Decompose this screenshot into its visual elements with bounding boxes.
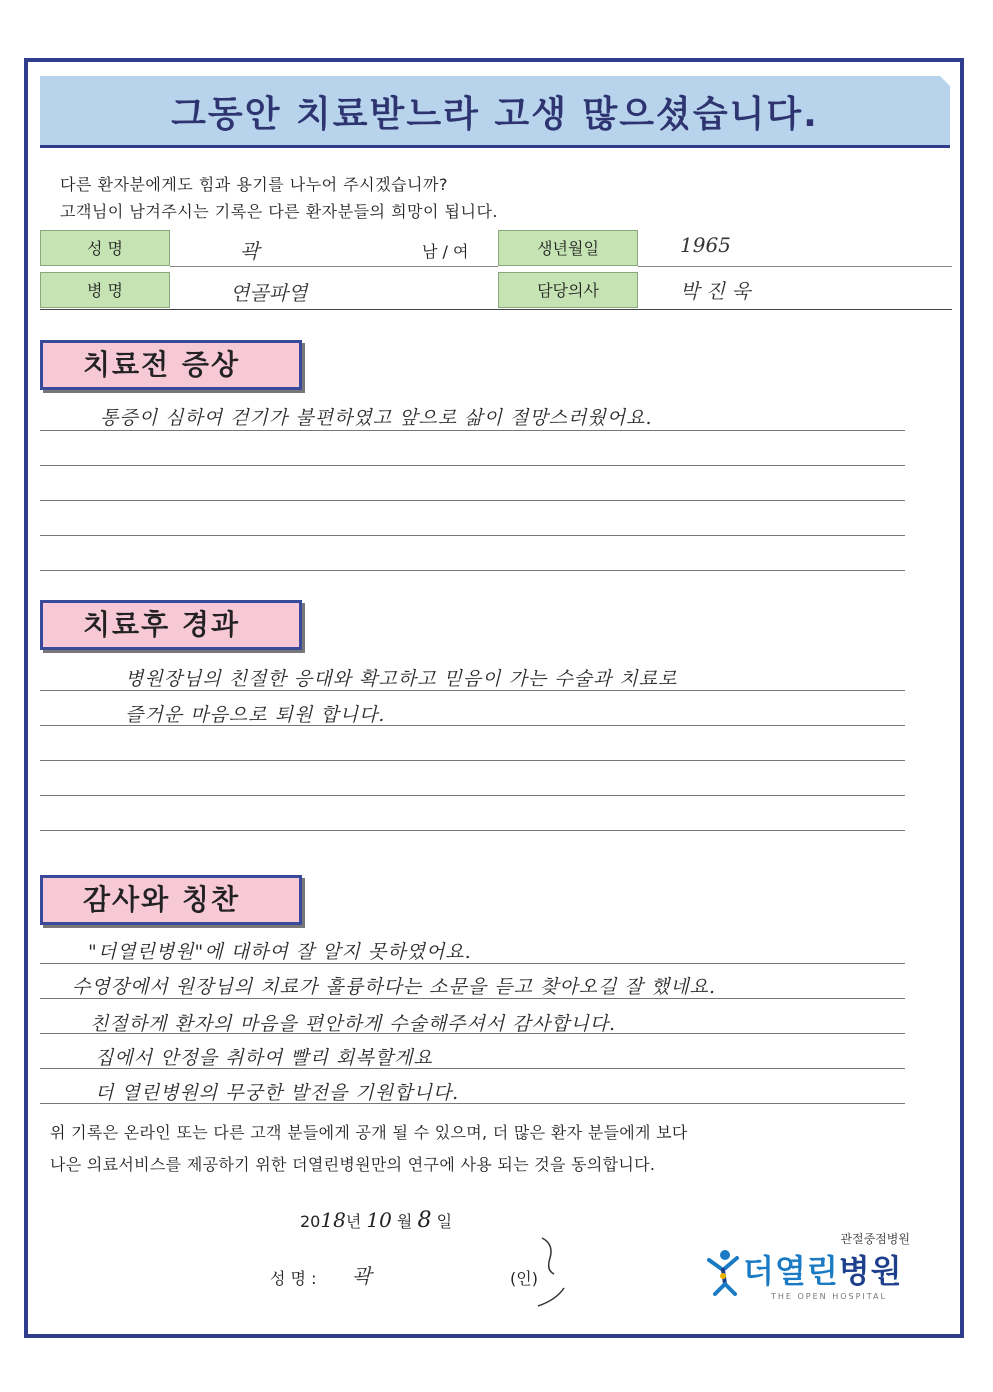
gender-field: 남 / 여 (422, 242, 469, 261)
thanks-line-4: 집에서 안정을 취하여 빨리 회복할게요 (95, 1047, 433, 1069)
date-day: 8 (417, 1208, 432, 1233)
name-value: 곽 (240, 239, 260, 263)
signature-name: 곽 (352, 1264, 372, 1288)
consent-line-1: 위 기록은 온라인 또는 다른 고객 분들에게 공개 될 수 있으며, 더 많은 환자 분들에게 보다 (50, 1123, 688, 1142)
thanks-line-3: 친절하게 환자의 마음을 편안하게 수술해주셔서 감사합니다. (90, 1013, 617, 1035)
thanks-line-5: 더 열린병원의 무궁한 발전을 기원합니다. (95, 1082, 460, 1104)
signature-label: 성 명 : (270, 1269, 317, 1288)
logo-tagline: 관절중점병원 (840, 1232, 910, 1246)
date-year-suffix: 년 (345, 1212, 362, 1231)
logo-subtitle: THE OPEN HOSPITAL (771, 1292, 887, 1301)
date-day-suffix: 일 (436, 1212, 453, 1231)
page-title: 그동안 치료받느라 고생 많으셨습니다. (171, 94, 819, 135)
date-line (300, 1208, 452, 1233)
section-before-heading: 치료전 증상 (40, 340, 302, 390)
signature-scribble (520, 1230, 570, 1310)
name-label: 성 명 (40, 230, 170, 266)
thanks-line-2: 수영장에서 원장님의 치료가 훌륭하다는 소문을 듣고 찾아오길 잘 했네요. (72, 976, 716, 998)
logo-name-part1: 더열린 (743, 1252, 839, 1290)
patient-info-table (40, 230, 952, 310)
date-prefix: 20 (300, 1212, 321, 1231)
after-line-1: 병원장님의 친절한 응대와 확고하고 믿음이 가는 수술과 치료로 (125, 668, 678, 690)
date-year: 18 (320, 1208, 346, 1232)
date-month: 10 (366, 1208, 392, 1232)
section-after-heading: 치료후 경과 (40, 600, 302, 650)
birth-value: 1965 (680, 233, 731, 257)
date-month-suffix: 월 (396, 1212, 413, 1231)
consent-line-2: 나은 의료서비스를 제공하기 위한 더열린병원만의 연구에 사용 되는 것을 동의합니다. (50, 1155, 656, 1174)
logo-name-part2: 병원 (838, 1252, 903, 1290)
disease-value: 연골파열 (230, 281, 308, 305)
doctor-label: 담당의사 (498, 272, 638, 308)
after-line-2: 즐거운 마음으로 퇴원 합니다. (125, 704, 386, 726)
logo-wordmark (743, 1246, 903, 1292)
intro-line-2: 고객님이 남겨주시는 기록은 다른 환자분들의 희망이 됩니다. (60, 202, 499, 221)
hospital-logo (705, 1230, 920, 1310)
section-thanks-heading: 감사와 칭찬 (40, 875, 302, 925)
logo-figure-icon (705, 1248, 741, 1296)
intro-line-1: 다른 환자분에게도 힘과 용기를 나누어 주시겠습니까? (60, 175, 448, 194)
thanks-line-1: "더열린병원"에 대하여 잘 알지 못하였어요. (88, 941, 472, 963)
doctor-value: 박 진 욱 (680, 279, 751, 303)
signature-seal: (인) (510, 1269, 538, 1288)
birth-label: 생년월일 (498, 230, 638, 266)
disease-label: 병 명 (40, 272, 170, 308)
before-line-1: 통증이 심하여 걷기가 불편하였고 앞으로 삶이 절망스러웠어요. (100, 407, 653, 429)
